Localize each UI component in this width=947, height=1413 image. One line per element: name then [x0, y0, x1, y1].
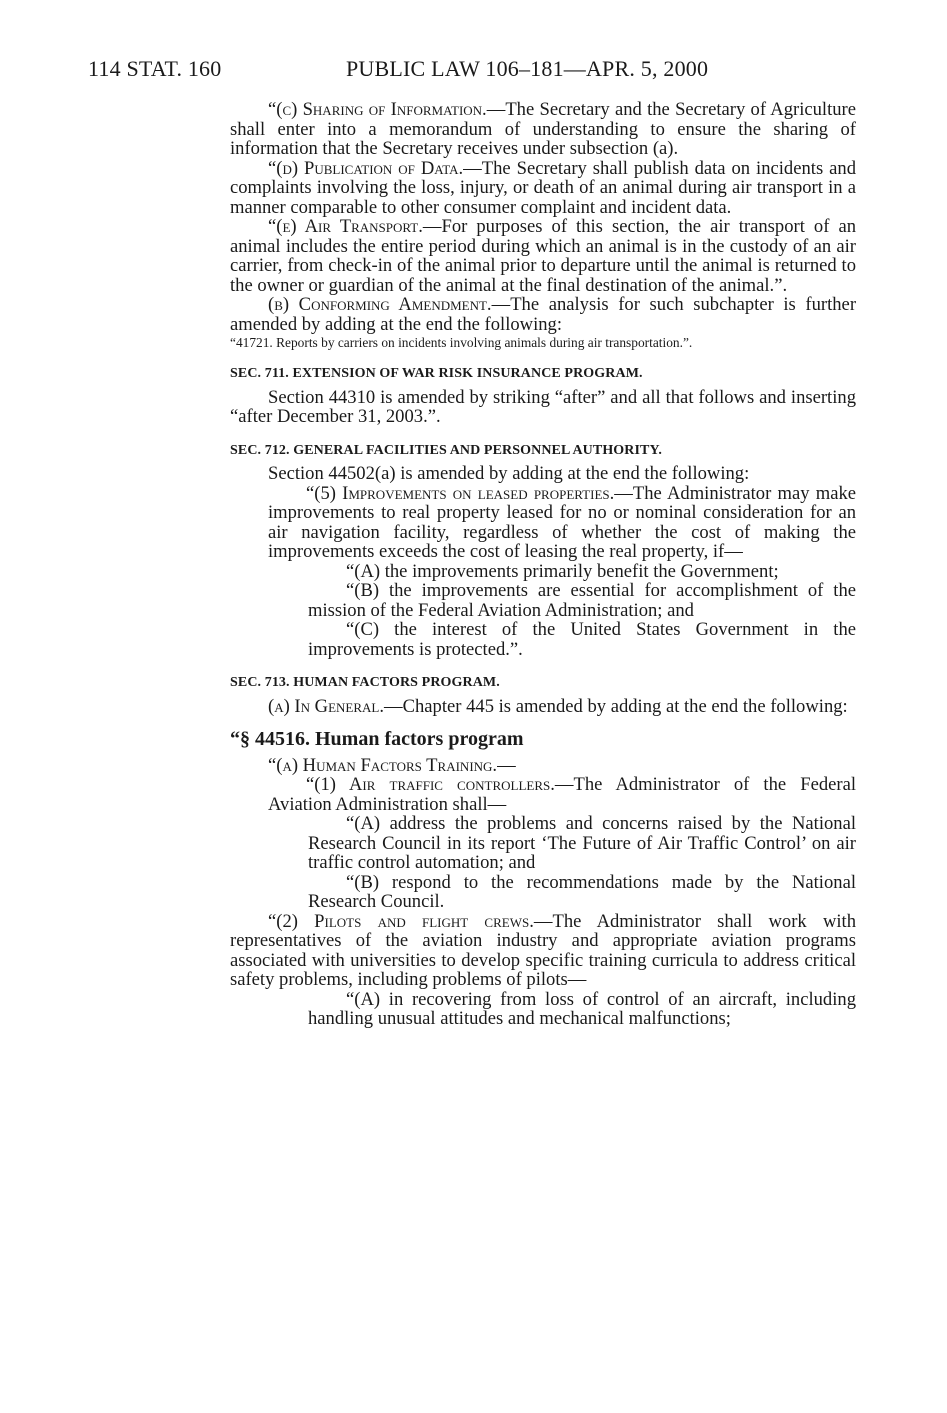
human-factors-training-label: “(a) Human Factors Training.	[268, 754, 498, 776]
conforming-amendment-text: —The analysis for such subchapter is further amended by adding at the end the following:	[230, 294, 857, 335]
section-713-general-text: —Chapter 445 is amended by adding at the end the following:	[384, 695, 848, 717]
pilots-flight-crews-item-a: “(A) in recovering from loss of control of an aircraft, including handling unusual attitudes and mechanical malfunctions;	[308, 988, 856, 1029]
section-712-item-c: “(C) the interest of the United States Government in the improvements is protected.”.	[308, 619, 856, 660]
paragraph-d	[230, 159, 856, 218]
human-factors-training	[230, 756, 856, 776]
pilots-flight-crews-label: “(2) Pilots and flight crews.	[268, 910, 534, 932]
paragraph-e	[230, 217, 856, 295]
section-712-item-b: “(B) the improvements are essential for accomplishment of the mission of the Federal Aviation Administration; and	[308, 580, 856, 621]
paragraph-c	[230, 100, 856, 159]
paragraph-d-text: —The Secretary shall publish data on incidents and complaints involving the loss, injury, or death of an animal during air transport in a manner comparable to other consumer complaint and incident data.	[230, 157, 856, 218]
pilots-flight-crews	[230, 912, 856, 990]
conforming-amendment	[230, 295, 856, 334]
paragraph-c-text: —The Secretary and the Secretary of Agriculture shall enter into a memorandum of understanding to ensure the sharing of information that the Secretary receives under subsection (a).	[230, 99, 856, 159]
paragraph-d-label: “(d) Publication of Data.	[268, 157, 464, 179]
air-traffic-controllers-text: —The Administrator of the Federal Aviation Administration shall—	[268, 774, 856, 815]
section-713-general-label: (a) In General.	[268, 695, 384, 717]
section-44516-title: “§ 44516. Human factors program	[230, 728, 524, 750]
air-traffic-controllers-item-a: “(A) address the problems and concerns raised by the National Research Council in its report ‘The Future of Air Traffic Control’ on air traffic control automation; and	[308, 813, 856, 873]
section-712-paragraph-5-label: “(5) Improvements on leased properties.	[306, 482, 615, 504]
section-711-text: Section 44310 is amended by striking “after” and all that follows and inserting “after December 31, 2003.”.	[230, 386, 856, 427]
section-711-heading: SEC. 711. EXTENSION OF WAR RISK INSURANCE PROGRAM.	[230, 366, 643, 381]
section-712-heading: SEC. 712. GENERAL FACILITIES AND PERSONNEL AUTHORITY.	[230, 442, 663, 458]
paragraph-e-label: “(e) Air Transport.	[268, 216, 423, 237]
paragraph-c-label: “(c) Sharing of Information.	[268, 99, 487, 120]
conforming-amendment-label: (b) Conforming Amendment.	[268, 294, 492, 315]
air-traffic-controllers-item-b: “(B) respond to the recommendations made by the National Research Council.	[308, 871, 856, 912]
page-header	[88, 56, 788, 86]
section-712-paragraph-5	[230, 484, 856, 562]
page-body	[230, 100, 856, 1029]
human-factors-training-text: —	[497, 754, 516, 776]
air-traffic-controllers-label: “(1) Air traffic controllers.	[306, 774, 555, 795]
section-713-general	[230, 697, 856, 717]
air-traffic-controllers	[230, 775, 856, 814]
analysis-entry: “41721. Reports by carriers on incidents involving animals during air transportation.”.	[230, 335, 693, 350]
section-712-item-a: “(A) the improvements primarily benefit the Government;	[346, 560, 779, 582]
stat-page-number: 114 STAT. 160	[88, 56, 222, 81]
paragraph-e-text: —For purposes of this section, the air transport of an animal includes the entire period during which an animal is in the custody of an air carrier, from check-in of the animal prior to departure until the animal is returned to the owner or guardian of the animal at the final destination of the animal.”.	[230, 216, 857, 296]
section-712-intro: Section 44502(a) is amended by adding at the end the following:	[268, 463, 750, 484]
law-title: PUBLIC LAW 106–181—APR. 5, 2000	[346, 56, 709, 81]
section-713-heading: SEC. 713. HUMAN FACTORS PROGRAM.	[230, 675, 500, 690]
pilots-flight-crews-text: —The Administrator shall work with representatives of the aviation industry and appropriate aviation programs associated with universities to develop specific training curricula to address critical safety problems, including problems of pilots—	[230, 910, 857, 990]
section-712-paragraph-5-text: —The Administrator may make improvements to real property leased for no or nominal consideration for an air navigation facility, regardless of whether the cost of making the improvements exceeds the cost of leasing the real property, if—	[268, 482, 856, 562]
